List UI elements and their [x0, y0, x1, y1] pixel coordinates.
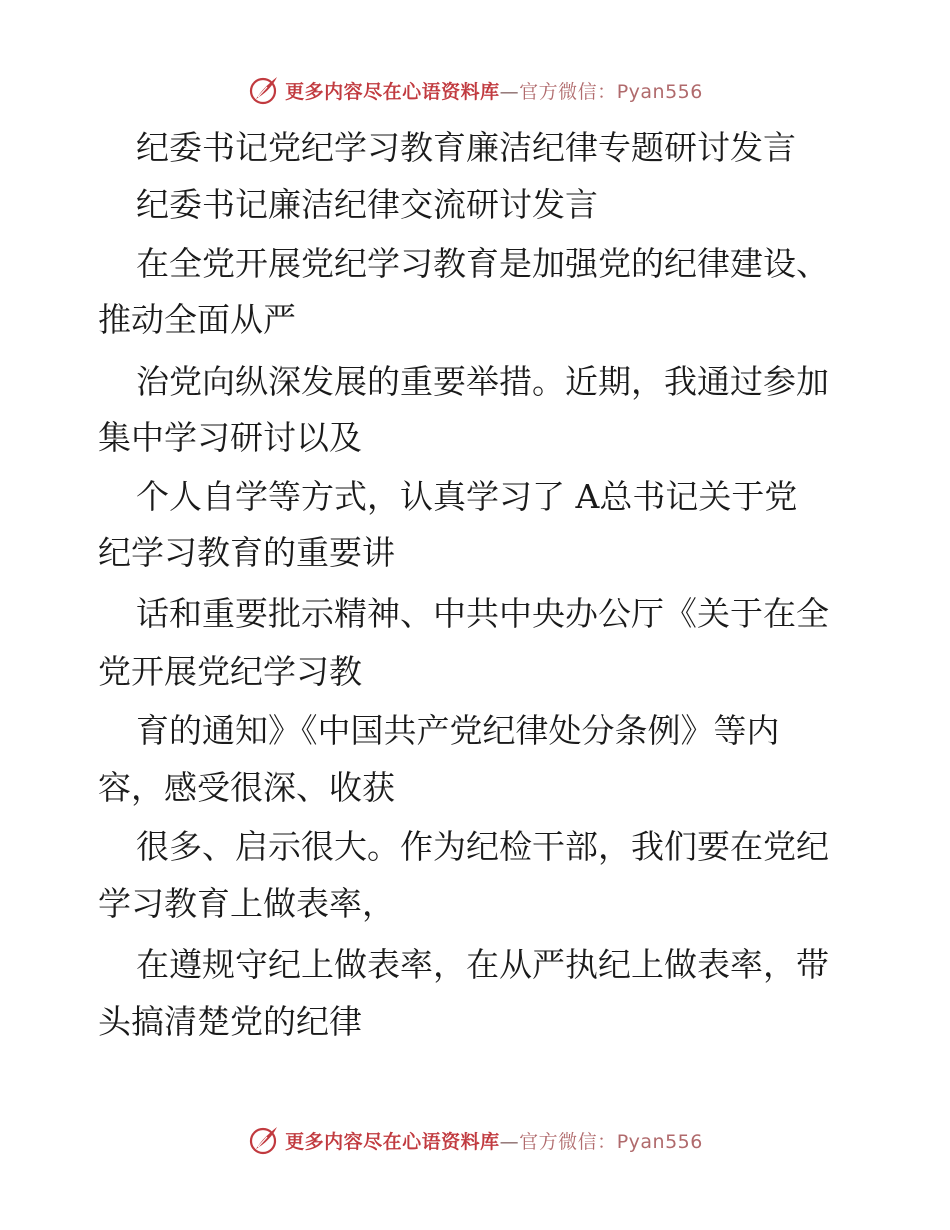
- paragraph-line: 在遵规守纪上做表率，在从严执纪上做表率，带: [136, 945, 829, 984]
- paragraph-line: 党开展党纪学习教: [98, 652, 362, 691]
- banner-dash: —: [499, 1130, 520, 1153]
- banner-text: [285, 1127, 703, 1154]
- footer-watermark-banner: [0, 1120, 950, 1160]
- doc-title: 纪委书记党纪学习教育廉洁纪律专题研讨发言: [136, 128, 796, 167]
- quill-logo-icon: [247, 1123, 281, 1157]
- paragraph-line: 话和重要批示精神、中共中央办公厅《关于在全: [136, 594, 829, 633]
- paragraph-line: 纪学习教育的重要讲: [98, 533, 395, 572]
- paragraph-line: 在全党开展党纪学习教育是加强党的纪律建设、: [136, 244, 829, 283]
- banner-account: Pyan556: [616, 1130, 703, 1153]
- banner-dash: —: [499, 80, 520, 103]
- paragraph-line: 集中学习研讨以及: [98, 418, 362, 457]
- paragraph-line: 推动全面从严: [98, 300, 296, 339]
- paragraph-line: 很多、启示很大。作为纪检干部，我们要在党纪: [136, 827, 829, 866]
- banner-main-text: 更多内容尽在心语资料库: [285, 1130, 500, 1153]
- banner-official-label: 官方微信：: [519, 1130, 617, 1153]
- header-watermark-banner: [0, 70, 950, 110]
- paragraph-line: 个人自学等方式，认真学习了 A总书记关于党: [136, 477, 798, 516]
- banner-text: [285, 77, 703, 104]
- banner-official-label: 官方微信：: [519, 80, 617, 103]
- banner-account: Pyan556: [616, 80, 703, 103]
- paragraph-line: 容，感受很深、收获: [98, 768, 395, 807]
- paragraph-line: 治党向纵深发展的重要举措。近期，我通过参加: [136, 362, 829, 401]
- paragraph-line: 学习教育上做表率，: [98, 884, 395, 923]
- banner-main-text: 更多内容尽在心语资料库: [285, 80, 500, 103]
- quill-logo-icon: [247, 73, 281, 107]
- paragraph-line: 育的通知》《中国共产党纪律处分条例》等内: [136, 711, 780, 750]
- paragraph-line: 头搞清楚党的纪律: [98, 1002, 362, 1041]
- doc-subtitle: 纪委书记廉洁纪律交流研讨发言: [136, 185, 598, 224]
